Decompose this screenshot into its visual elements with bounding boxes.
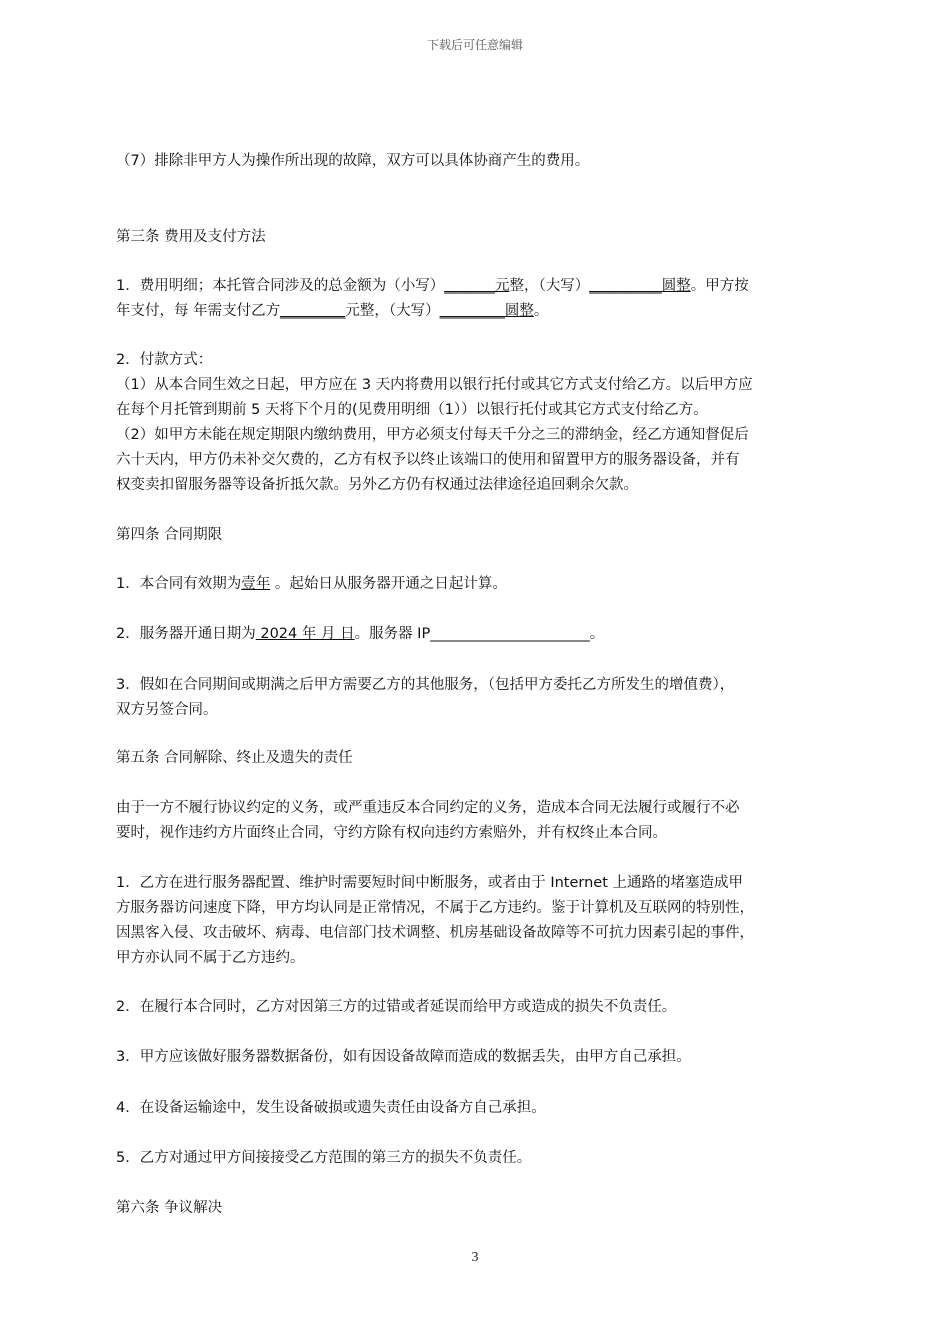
- term-clause-1: 1．本合同有效期为壹年 。起始日从服务器开通之日起计算。: [116, 576, 507, 592]
- article-3-title: 第三条 费用及支付方法: [116, 229, 266, 245]
- article-6-title: 第六条 争议解决: [116, 1200, 223, 1216]
- fee-details: 1．费用明细；本托管合同涉及的总金额为（小写）_______元整，（大写）__________圆整。甲方按 年支付，每 年需支付乙方_________元整，（大写）_________圆整。: [116, 278, 749, 319]
- payment-method: 2．付款方式： （1）从本合同生效之日起，甲方应在 3 天内将费用以银行托付或其它方式支付给乙方。以后甲方应 在每个月托管到期前 5 天将下个月的(见费用明细（1））以银行托付或其它方式支付给乙方。 （2）如甲方未能在规定期限内缴纳费用，甲方必须支付每天千分之三的滞纳金，经乙方通知督促后 六十天内，甲方仍未补交欠费的，乙方有权予以终止该端口的使用和留置甲方的服务器设备，并有 权变卖扣留服务器等设备折抵欠款。另外乙方仍有权通过法律途径追回剩余欠款。: [116, 352, 753, 493]
- article-4-title: 第四条 合同期限: [116, 527, 223, 543]
- article-5-title: 第五条 合同解除、终止及遗失的责任: [116, 750, 353, 766]
- liability-clause-3: 3．甲方应该做好服务器数据备份，如有因设备故障而造成的数据丢失，由甲方自己承担。: [116, 1049, 691, 1065]
- page-number: 3: [471, 1250, 479, 1265]
- yearly-capital-blank: _________圆整: [439, 303, 534, 319]
- term-clause-3: 3．假如在合同期间或期满之后甲方需要乙方的其他服务，（包括甲方委托乙方所发生的增值费）， 双方另签合同。: [116, 677, 735, 718]
- liability-clause-4: 4．在设备运输途中，发生设备破损或遗失责任由设备方自己承担。: [116, 1100, 546, 1116]
- liability-clause-5: 5．乙方对通过甲方间接接受乙方范围的第三方的损失不负责任。: [116, 1150, 532, 1166]
- amount-small-blank: _______元: [444, 278, 510, 294]
- term-clause-2: 2．服务器开通日期为 2024 年 月 日。服务器 IP______________________。: [116, 626, 605, 642]
- liability-clause-1: 1．乙方在进行服务器配置、维护时需要短时间中断服务，或者由于 Internet 上通路的堵塞造成甲 方服务器访问速度下降，甲方均认同是正常情况，不属于乙方违约。鉴于计算机及互联网的特别性， 因黑客入侵、攻击破坏、病毒、电信部门技术调整、机房基础设备故障等不可抗力因素引起的事件， 甲方亦认同不属于乙方违约。: [116, 875, 754, 966]
- open-date-blank: 2024 年 月 日: [255, 626, 355, 642]
- page-header: 下载后可任意编辑: [426, 38, 523, 52]
- amount-capital-blank: __________圆整: [589, 278, 691, 294]
- liability-clause-2: 2．在履行本合同时，乙方对因第三方的过错或者延误而给甲方或造成的损失不负责任。: [116, 999, 677, 1015]
- article-5-intro: 由于一方不履行协议约定的义务，或严重违反本合同约定的义务，造成本合同无法履行或履行不必 要时，视作违约方片面终止合同，守约方除有权向违约方索赔外，并有权终止本合同。: [116, 800, 740, 841]
- clause-7: （7）排除非甲方人为操作所出现的故障，双方可以具体协商产生的费用。: [116, 153, 590, 169]
- yearly-amount-blank: _________: [280, 303, 346, 319]
